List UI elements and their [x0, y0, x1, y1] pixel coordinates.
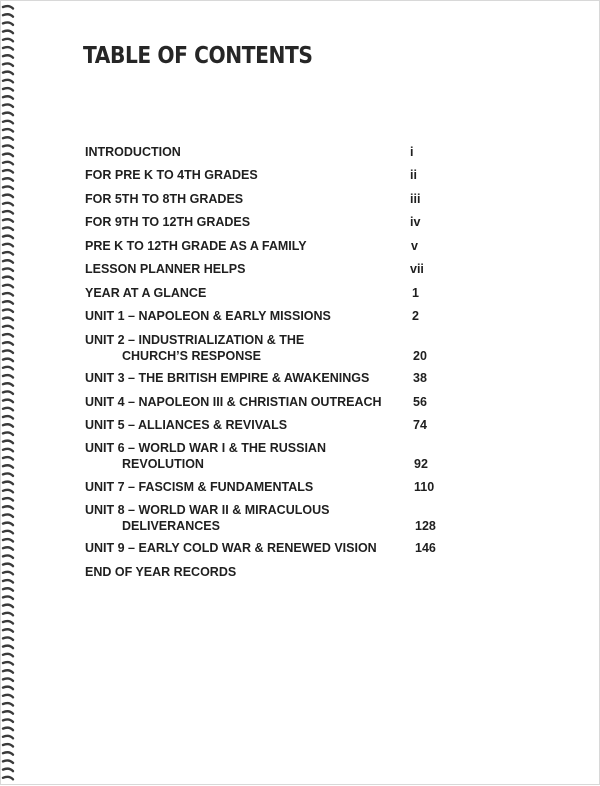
spiral-coil — [3, 293, 13, 295]
spiral-coil — [3, 162, 13, 164]
spiral-coil — [3, 252, 13, 254]
toc-entry-label: INTRODUCTION — [85, 145, 181, 159]
spiral-coil — [3, 777, 13, 779]
spiral-coil — [3, 145, 13, 147]
spiral-coil — [3, 613, 13, 615]
spiral-binding — [1, 1, 21, 786]
spiral-coil — [3, 416, 13, 418]
spiral-coil — [3, 654, 13, 656]
toc-entry-page: 56 — [413, 395, 427, 409]
spiral-coil — [3, 744, 13, 746]
spiral-coil — [3, 31, 13, 33]
spiral-coil — [3, 39, 13, 41]
toc-entry-page: 38 — [413, 371, 427, 385]
spiral-coil — [3, 736, 13, 738]
spiral-coil — [3, 350, 13, 352]
spiral-coil — [3, 326, 13, 328]
toc-entry-page: 1 — [412, 286, 419, 300]
toc-entry-label: UNIT 2 – INDUSTRIALIZATION & THE — [85, 333, 305, 347]
spiral-coil — [3, 170, 13, 172]
spiral-coil — [3, 121, 13, 123]
spiral-coil — [3, 219, 13, 221]
spiral-coil — [3, 88, 13, 90]
toc-entry-label: UNIT 6 – WORLD WAR I & THE RUSSIAN — [85, 441, 326, 455]
page-title: TABLE OF CONTENTS — [83, 41, 313, 69]
toc-entry-label: UNIT 3 – THE BRITISH EMPIRE & AWAKENINGS — [85, 371, 370, 385]
spiral-coil — [3, 137, 13, 139]
spiral-coil — [3, 367, 13, 369]
toc-entry-page: vii — [410, 262, 424, 276]
spiral-coil — [3, 678, 13, 680]
spiral-coil — [3, 104, 13, 106]
toc-entry-page: v — [411, 239, 418, 253]
spiral-coil — [3, 457, 13, 459]
spiral-coil — [3, 670, 13, 672]
spiral-coil — [3, 719, 13, 721]
spiral-coil — [3, 711, 13, 713]
toc-entry-page: iv — [410, 215, 421, 229]
spiral-coil — [3, 687, 13, 689]
toc-entry-label: YEAR AT A GLANCE — [85, 286, 207, 300]
spiral-coil — [3, 211, 13, 213]
spiral-coil — [3, 547, 13, 549]
spiral-coil — [3, 539, 13, 541]
spiral-coil — [3, 646, 13, 648]
toc-entry-label: UNIT 5 – ALLIANCES & REVIVALS — [85, 418, 288, 432]
spiral-coil — [3, 277, 13, 279]
toc-entry-page: 2 — [412, 309, 419, 323]
spiral-coil — [3, 769, 13, 771]
spiral-coil — [3, 268, 13, 270]
spiral-coil — [3, 6, 13, 8]
spiral-coil — [3, 449, 13, 451]
toc-entry-label: UNIT 9 – EARLY COLD WAR & RENEWED VISION — [85, 541, 377, 555]
spiral-coil — [3, 580, 13, 582]
spiral-coil — [3, 391, 13, 393]
toc-entry-label-continued: REVOLUTION — [122, 457, 204, 471]
toc-entry-page: 92 — [414, 457, 428, 471]
spiral-coil — [3, 22, 13, 24]
spiral-coil — [3, 408, 13, 410]
spiral-coil — [3, 531, 13, 533]
spiral-coil — [3, 523, 13, 525]
spiral-coil — [3, 63, 13, 65]
spiral-coil — [3, 178, 13, 180]
spiral-coil — [3, 465, 13, 467]
spiral-coil — [3, 400, 13, 402]
toc-entry-page: i — [410, 145, 414, 159]
spiral-coil — [3, 432, 13, 434]
spiral-coil — [3, 236, 13, 238]
spiral-coil — [3, 80, 13, 82]
spiral-coil — [3, 203, 13, 205]
toc-entry-label-continued: DELIVERANCES — [122, 519, 220, 533]
toc-entry-page: 110 — [414, 480, 435, 494]
spiral-coil — [3, 260, 13, 262]
toc-entry-label: UNIT 1 – NAPOLEON & EARLY MISSIONS — [85, 309, 331, 323]
toc-entry-label: LESSON PLANNER HELPS — [85, 262, 246, 276]
toc-entry-label: UNIT 7 – FASCISM & FUNDAMENTALS — [85, 480, 314, 494]
spiral-coil — [3, 96, 13, 98]
spiral-coil — [3, 154, 13, 156]
spiral-coil — [3, 490, 13, 492]
spiral-coil — [3, 605, 13, 607]
spiral-coil — [3, 55, 13, 57]
spiral-coil — [3, 375, 13, 377]
spiral-coil — [3, 703, 13, 705]
spiral-coil — [3, 662, 13, 664]
toc-entry-label: PRE K TO 12TH GRADE AS A FAMILY — [85, 239, 307, 253]
toc-entry-label: END OF YEAR RECORDS — [85, 565, 237, 579]
spiral-coil — [3, 695, 13, 697]
spiral-coil — [3, 285, 13, 287]
spiral-coil — [3, 498, 13, 500]
spiral-coil — [3, 424, 13, 426]
spiral-coil — [3, 572, 13, 574]
spiral-coil — [3, 441, 13, 443]
spiral-coil — [3, 629, 13, 631]
spiral-coil — [3, 359, 13, 361]
spiral-coil — [3, 555, 13, 557]
toc-entry-label: FOR PRE K TO 4TH GRADES — [85, 168, 258, 182]
spiral-coil — [3, 621, 13, 623]
toc-entry-page: 20 — [413, 349, 427, 363]
toc-entry-label: FOR 9TH TO 12TH GRADES — [85, 215, 251, 229]
spiral-coil — [3, 564, 13, 566]
spiral-coil — [3, 318, 13, 320]
spiral-coil — [3, 506, 13, 508]
spiral-coil — [3, 186, 13, 188]
spiral-coil — [3, 129, 13, 131]
spiral-coil — [3, 728, 13, 730]
spiral-coil — [3, 113, 13, 115]
spiral-coil — [3, 14, 13, 16]
spiral-coil — [3, 244, 13, 246]
spiral-coil — [3, 47, 13, 49]
spiral-coil — [3, 473, 13, 475]
spiral-coil — [3, 309, 13, 311]
spiral-coil — [3, 72, 13, 74]
spiral-coil — [3, 514, 13, 516]
toc-entry-label-continued: CHURCH’S RESPONSE — [122, 349, 261, 363]
spiral-coil — [3, 760, 13, 762]
spiral-coil — [3, 301, 13, 303]
spiral-coil — [3, 195, 13, 197]
toc-entry-page: iii — [410, 192, 421, 206]
spiral-coil — [3, 752, 13, 754]
toc-entry-label: FOR 5TH TO 8TH GRADES — [85, 192, 244, 206]
toc-entry-page: 128 — [415, 519, 436, 533]
spiral-coil — [3, 588, 13, 590]
spiral-coil — [3, 334, 13, 336]
spiral-coil — [3, 637, 13, 639]
toc-entry-page: 146 — [415, 541, 436, 555]
toc-entry-page: ii — [410, 168, 417, 182]
spiral-coil — [3, 482, 13, 484]
spiral-coil — [3, 342, 13, 344]
spiral-coil — [3, 596, 13, 598]
toc-entry-label: UNIT 8 – WORLD WAR II & MIRACULOUS — [85, 503, 330, 517]
toc-entry-label: UNIT 4 – NAPOLEON III & CHRISTIAN OUTREACH — [85, 395, 382, 409]
spiral-coil — [3, 227, 13, 229]
spiral-coil — [3, 383, 13, 385]
toc-entry-page: 74 — [413, 418, 427, 432]
